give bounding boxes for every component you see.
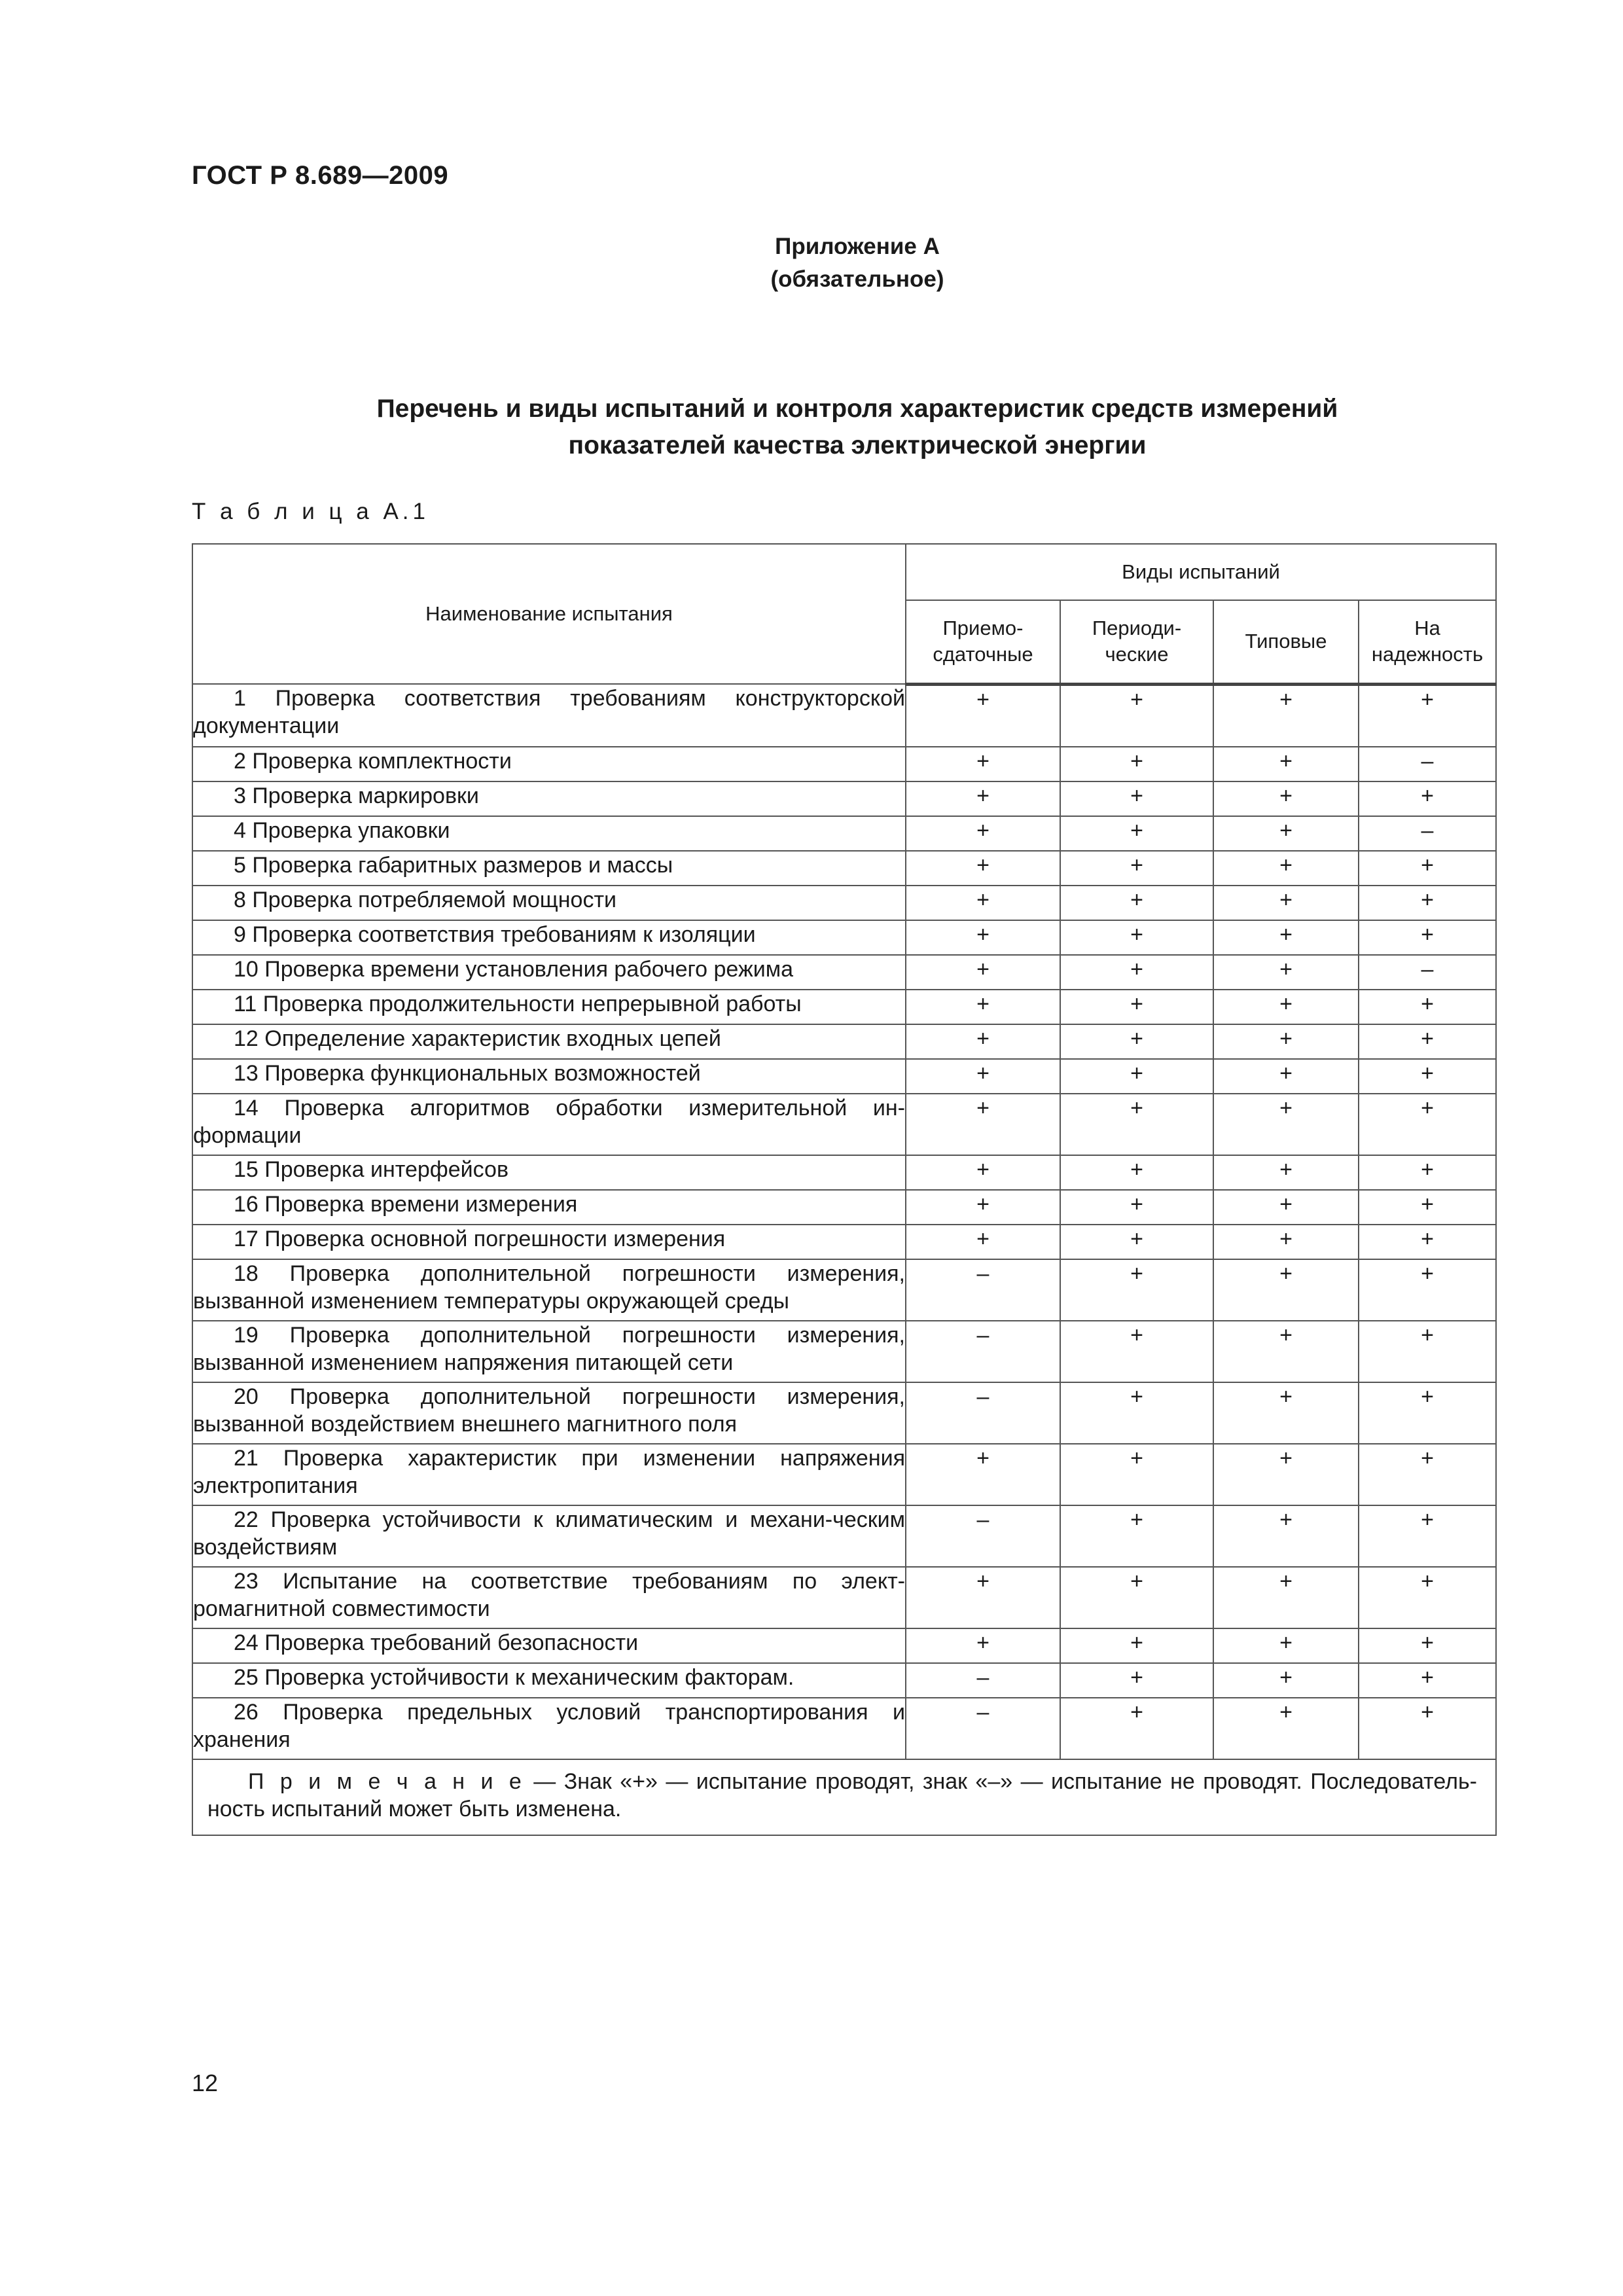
test-name-cell: [192, 990, 906, 1024]
test-name: 18 Проверка дополнительной погрешности измерения, вызванной изменением температуры окружающей среды: [193, 1261, 905, 1314]
test-mark-cell: +: [1060, 1444, 1213, 1505]
test-mark-cell: +: [906, 684, 1060, 747]
test-name-cell: [192, 1663, 906, 1698]
table-note: [192, 1759, 1496, 1835]
test-mark-cell: +: [1359, 1225, 1496, 1259]
test-mark-cell: –: [1359, 955, 1496, 990]
test-mark-cell: +: [1213, 1382, 1359, 1444]
test-name: 20 Проверка дополнительной погрешности измерения, вызванной воздействием внешнего магнитного поля: [193, 1384, 905, 1437]
test-mark-cell: +: [1213, 1321, 1359, 1382]
test-mark-cell: +: [1213, 816, 1359, 851]
test-mark-cell: +: [1060, 1225, 1213, 1259]
test-name: 19 Проверка дополнительной погрешности измерения, вызванной изменением напряжения питающей сети: [193, 1322, 905, 1375]
test-mark-cell: +: [1060, 1382, 1213, 1444]
table-row: [192, 886, 1496, 920]
test-mark-cell: +: [1213, 781, 1359, 816]
test-name-cell: [192, 1628, 906, 1663]
test-mark-cell: +: [906, 1567, 1060, 1628]
main-title-line2: показателей качества электрической энергии: [568, 431, 1147, 459]
test-mark-cell: +: [1060, 816, 1213, 851]
test-mark-cell: +: [1060, 920, 1213, 955]
test-mark-cell: +: [1060, 1698, 1213, 1759]
tests-table: [192, 543, 1497, 1836]
test-mark-cell: +: [906, 990, 1060, 1024]
test-mark-cell: +: [1213, 1698, 1359, 1759]
table-row: [192, 955, 1496, 990]
test-mark-cell: +: [1060, 851, 1213, 886]
column-group-header-test-types: Виды испытаний: [906, 544, 1496, 600]
test-mark-cell: +: [1359, 1505, 1496, 1567]
test-name-cell: [192, 851, 906, 886]
column-header-acceptance: Приемо- сдаточные: [906, 600, 1060, 684]
test-name: 12 Определение характеристик входных цепей: [234, 1026, 721, 1051]
test-mark-cell: +: [1213, 1444, 1359, 1505]
test-name: 24 Проверка требований безопасности: [234, 1630, 639, 1655]
test-name-cell: [192, 1225, 906, 1259]
test-mark-cell: –: [906, 1259, 1060, 1321]
table-row: [192, 1225, 1496, 1259]
test-mark-cell: +: [1359, 1382, 1496, 1444]
test-name-cell: [192, 1024, 906, 1059]
test-mark-cell: +: [1060, 1155, 1213, 1190]
test-name-cell: [192, 1505, 906, 1567]
test-name-cell: [192, 1190, 906, 1225]
test-mark-cell: +: [1359, 1024, 1496, 1059]
test-mark-cell: +: [1060, 1505, 1213, 1567]
test-name: 14 Проверка алгоритмов обработки измерительной ин-формации: [193, 1095, 905, 1148]
test-mark-cell: +: [1359, 1059, 1496, 1094]
test-mark-cell: +: [1213, 1259, 1359, 1321]
test-mark-cell: +: [1359, 1321, 1496, 1382]
note-text: — Знак «+» — испытание проводят, знак «–» — испытание не проводят. Последователь-ность испытаний может быть изменена.: [207, 1768, 1477, 1821]
test-mark-cell: +: [1060, 1628, 1213, 1663]
test-mark-cell: –: [1359, 747, 1496, 781]
test-mark-cell: –: [906, 1382, 1060, 1444]
test-mark-cell: +: [906, 1059, 1060, 1094]
test-mark-cell: +: [1359, 851, 1496, 886]
test-name: 23 Испытание на соответствие требованиям по элект-ромагнитной совместимости: [193, 1568, 905, 1621]
table-row: [192, 1059, 1496, 1094]
test-mark-cell: +: [1359, 886, 1496, 920]
test-mark-cell: +: [1213, 684, 1359, 747]
test-mark-cell: +: [906, 851, 1060, 886]
test-mark-cell: +: [1213, 747, 1359, 781]
test-mark-cell: +: [1359, 1698, 1496, 1759]
test-mark-cell: +: [1060, 955, 1213, 990]
test-mark-cell: +: [1060, 1321, 1213, 1382]
test-mark-cell: +: [1060, 1059, 1213, 1094]
test-mark-cell: +: [1213, 1225, 1359, 1259]
column-header-periodic: Периоди- ческие: [1060, 600, 1213, 684]
test-mark-cell: +: [1060, 1259, 1213, 1321]
test-name: 22 Проверка устойчивости к климатическим и механи-ческим воздействиям: [193, 1507, 905, 1560]
table-row: [192, 990, 1496, 1024]
test-name: 3 Проверка маркировки: [234, 783, 479, 808]
note-label: П р и м е ч а н и е: [248, 1768, 526, 1794]
test-mark-cell: +: [1060, 1567, 1213, 1628]
test-name: 25 Проверка устойчивости к механическим факторам.: [234, 1664, 794, 1690]
main-title: [0, 391, 1623, 464]
test-mark-cell: +: [906, 816, 1060, 851]
test-mark-cell: +: [906, 1628, 1060, 1663]
table-row: [192, 684, 1496, 747]
table-row: [192, 1259, 1496, 1321]
test-name-cell: [192, 1444, 906, 1505]
test-mark-cell: +: [1359, 781, 1496, 816]
test-name: 26 Проверка предельных условий транспортирования и хранения: [193, 1699, 905, 1752]
test-name: 16 Проверка времени измерения: [234, 1191, 578, 1217]
test-name-cell: [192, 1059, 906, 1094]
test-mark-cell: +: [906, 1444, 1060, 1505]
test-name: 1 Проверка соответствия требованиям конструкторской документации: [193, 686, 905, 738]
test-name-cell: [192, 955, 906, 990]
test-name-cell: [192, 1094, 906, 1155]
test-name-cell: [192, 1259, 906, 1321]
test-mark-cell: +: [1359, 1628, 1496, 1663]
test-name-cell: [192, 1155, 906, 1190]
test-mark-cell: +: [1213, 1628, 1359, 1663]
test-name-cell: [192, 1698, 906, 1759]
appendix-title: Приложение А: [775, 234, 940, 259]
tests-table-body: [192, 684, 1496, 1759]
test-mark-cell: +: [906, 1024, 1060, 1059]
test-mark-cell: +: [906, 1094, 1060, 1155]
test-name: 9 Проверка соответствия требованиям к изоляции: [234, 922, 756, 947]
test-name-cell: [192, 816, 906, 851]
table-row: [192, 1190, 1496, 1225]
test-name: 2 Проверка комплектности: [234, 748, 512, 774]
test-mark-cell: +: [1213, 955, 1359, 990]
test-name-cell: [192, 684, 906, 747]
table-row: [192, 1698, 1496, 1759]
test-mark-cell: +: [1213, 1190, 1359, 1225]
table-row: [192, 920, 1496, 955]
test-mark-cell: +: [1359, 1567, 1496, 1628]
test-mark-cell: +: [1060, 886, 1213, 920]
table-row: [192, 1024, 1496, 1059]
table-label: Т а б л и ц а А.1: [192, 499, 429, 524]
test-mark-cell: +: [1213, 920, 1359, 955]
test-mark-cell: +: [906, 781, 1060, 816]
appendix-heading: [0, 230, 1623, 296]
test-mark-cell: +: [1359, 920, 1496, 955]
test-mark-cell: +: [1060, 1190, 1213, 1225]
column-header-reliability: На надежность: [1359, 600, 1496, 684]
table-row: [192, 1094, 1496, 1155]
test-name: 13 Проверка функциональных возможностей: [234, 1060, 701, 1086]
table-row: [192, 1321, 1496, 1382]
test-mark-cell: +: [1060, 781, 1213, 816]
test-name-cell: [192, 781, 906, 816]
column-header-test-name: Наименование испытания: [192, 544, 906, 684]
table-row: [192, 1382, 1496, 1444]
table-row: [192, 1505, 1496, 1567]
test-mark-cell: –: [1359, 816, 1496, 851]
test-mark-cell: +: [1359, 684, 1496, 747]
test-mark-cell: +: [906, 747, 1060, 781]
test-mark-cell: –: [906, 1663, 1060, 1698]
test-name: 17 Проверка основной погрешности измерения: [234, 1226, 726, 1251]
test-mark-cell: +: [1060, 684, 1213, 747]
test-name: 21 Проверка характеристик при изменении напряжения электропитания: [193, 1445, 905, 1498]
test-mark-cell: –: [906, 1321, 1060, 1382]
test-mark-cell: +: [1213, 1567, 1359, 1628]
table-row: [192, 851, 1496, 886]
table-row: [192, 1567, 1496, 1628]
test-mark-cell: +: [1213, 1024, 1359, 1059]
test-name: 11 Проверка продолжительности непрерывной работы: [234, 991, 802, 1016]
test-mark-cell: +: [1213, 1663, 1359, 1698]
table-row: [192, 1155, 1496, 1190]
test-mark-cell: +: [1060, 990, 1213, 1024]
test-mark-cell: +: [1359, 1155, 1496, 1190]
test-mark-cell: +: [1213, 990, 1359, 1024]
test-mark-cell: +: [1359, 1190, 1496, 1225]
test-name: 5 Проверка габаритных размеров и массы: [234, 852, 673, 878]
table-row: [192, 816, 1496, 851]
test-mark-cell: +: [1359, 1444, 1496, 1505]
test-mark-cell: +: [1359, 1259, 1496, 1321]
test-name: 15 Проверка интерфейсов: [234, 1157, 509, 1182]
test-mark-cell: +: [1359, 1094, 1496, 1155]
test-mark-cell: +: [1060, 747, 1213, 781]
test-mark-cell: +: [1359, 990, 1496, 1024]
test-mark-cell: +: [906, 886, 1060, 920]
document-header: ГОСТ Р 8.689—2009: [192, 161, 449, 190]
test-mark-cell: –: [906, 1505, 1060, 1567]
test-mark-cell: +: [906, 1190, 1060, 1225]
test-mark-cell: +: [1213, 851, 1359, 886]
test-mark-cell: +: [1213, 1059, 1359, 1094]
test-mark-cell: +: [906, 920, 1060, 955]
test-mark-cell: +: [906, 1225, 1060, 1259]
main-title-line1: Перечень и виды испытаний и контроля характеристик средств измерений: [376, 395, 1338, 423]
table-row: [192, 781, 1496, 816]
page-number: 12: [192, 2070, 219, 2096]
test-name-cell: [192, 1321, 906, 1382]
table-row: [192, 1628, 1496, 1663]
test-mark-cell: +: [1213, 1155, 1359, 1190]
test-mark-cell: +: [1359, 1663, 1496, 1698]
test-name-cell: [192, 886, 906, 920]
test-mark-cell: +: [1060, 1024, 1213, 1059]
test-name-cell: [192, 1382, 906, 1444]
test-name-cell: [192, 1567, 906, 1628]
test-mark-cell: +: [1060, 1094, 1213, 1155]
appendix-status: (обязательное): [770, 266, 944, 292]
table-row: [192, 1663, 1496, 1698]
test-mark-cell: –: [906, 1698, 1060, 1759]
column-header-type: Типовые: [1213, 600, 1359, 684]
test-name: 8 Проверка потребляемой мощности: [234, 887, 617, 912]
table-row: [192, 747, 1496, 781]
test-name-cell: [192, 920, 906, 955]
test-mark-cell: +: [1213, 1094, 1359, 1155]
test-name: 4 Проверка упаковки: [234, 817, 450, 843]
test-mark-cell: +: [1060, 1663, 1213, 1698]
table-row: [192, 1444, 1496, 1505]
test-mark-cell: +: [906, 955, 1060, 990]
test-name: 10 Проверка времени установления рабочего режима: [234, 956, 793, 982]
test-mark-cell: +: [1213, 1505, 1359, 1567]
test-name-cell: [192, 747, 906, 781]
test-mark-cell: +: [906, 1155, 1060, 1190]
test-mark-cell: +: [1213, 886, 1359, 920]
